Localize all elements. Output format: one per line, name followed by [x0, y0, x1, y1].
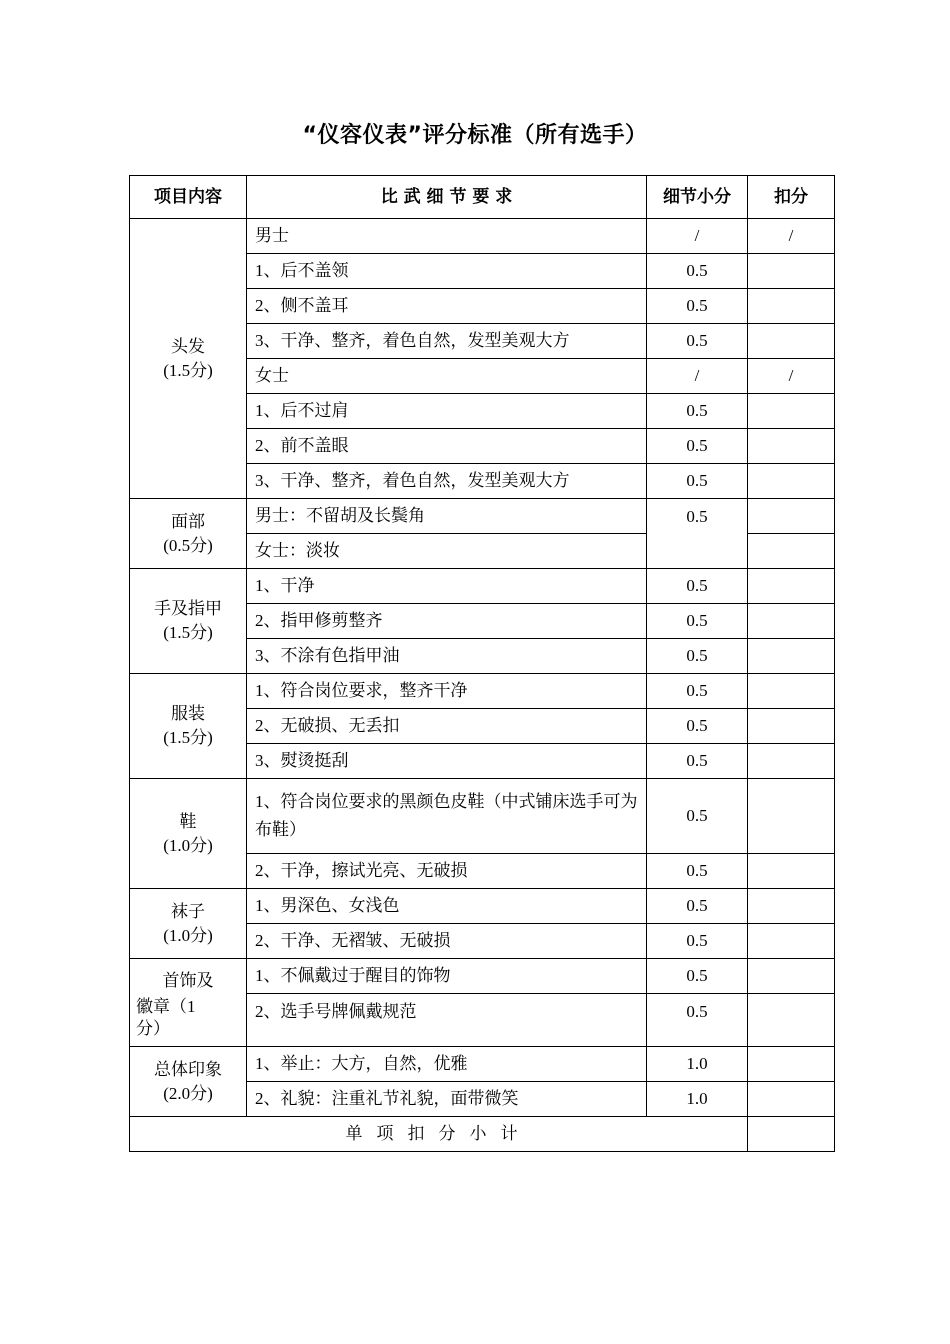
detail-score: 0.5: [647, 639, 748, 674]
category-name: 头发: [171, 336, 205, 357]
deduction-cell[interactable]: [748, 959, 835, 994]
requirement-cell: 女士：淡妆: [247, 534, 647, 569]
detail-score: 0.5: [647, 889, 748, 924]
requirement-cell: 2、干净，擦试光亮、无破损: [247, 854, 647, 889]
detail-score: 0.5: [647, 744, 748, 779]
detail-score: 0.5: [647, 499, 748, 569]
deduction-cell[interactable]: [748, 639, 835, 674]
header-requirement: 比 武 细 节 要 求: [247, 176, 647, 219]
category-name: 总体印象: [154, 1059, 222, 1080]
table-header-row: [130, 176, 835, 219]
deduction-cell[interactable]: [748, 1082, 835, 1117]
deduction-cell[interactable]: [748, 854, 835, 889]
deduction-cell[interactable]: [748, 254, 835, 289]
requirement-cell: 2、侧不盖耳: [247, 289, 647, 324]
category-hands: [130, 569, 247, 674]
category-name: 鞋: [179, 811, 197, 832]
category-points: (2.0分): [163, 1083, 213, 1103]
category-impression: [130, 1047, 247, 1117]
table-row: [130, 499, 835, 534]
deduction-cell[interactable]: [748, 569, 835, 604]
category-face: [130, 499, 247, 569]
category-points: (0.5分): [163, 535, 213, 555]
detail-score: 0.5: [647, 854, 748, 889]
deduction-cell[interactable]: [748, 499, 835, 534]
requirement-cell: 3、熨烫挺刮: [247, 744, 647, 779]
table-row: [130, 779, 835, 854]
requirement-cell: 2、选手号牌佩戴规范: [247, 994, 647, 1047]
table-row: [130, 889, 835, 924]
category-jewelry: [130, 959, 247, 1047]
detail-score: 1.0: [647, 1047, 748, 1082]
detail-score: 0.5: [647, 674, 748, 709]
header-category: 项目内容: [130, 176, 247, 219]
header-detail-score: 细节小分: [647, 176, 748, 219]
deduction-cell[interactable]: [748, 289, 835, 324]
detail-score: 0.5: [647, 994, 748, 1047]
deduction-cell[interactable]: [748, 994, 835, 1047]
subtotal-value-cell[interactable]: [748, 1117, 835, 1152]
scoring-table: [129, 175, 835, 1152]
subtotal-label: 单项扣分小计: [130, 1117, 748, 1152]
table-row: [130, 959, 835, 994]
requirement-cell: 2、礼貌：注重礼节礼貌，面带微笑: [247, 1082, 647, 1117]
category-name-line1: 首饰及: [162, 970, 214, 991]
detail-score: 0.5: [647, 709, 748, 744]
detail-score: 0.5: [647, 289, 748, 324]
detail-score: 1.0: [647, 1082, 748, 1117]
deduction-cell[interactable]: [748, 889, 835, 924]
header-deduction: 扣分: [748, 176, 835, 219]
category-socks: [130, 889, 247, 959]
deduction-cell[interactable]: [748, 429, 835, 464]
deduction-cell: /: [748, 219, 835, 254]
page-title: “仪容仪表”评分标准（所有选手）: [302, 123, 648, 148]
requirement-cell: 1、举止：大方，自然，优雅: [247, 1047, 647, 1082]
detail-score: 0.5: [647, 254, 748, 289]
requirement-cell: 2、干净、无褶皱、无破损: [247, 924, 647, 959]
detail-score: 0.5: [647, 464, 748, 499]
deduction-cell[interactable]: [748, 924, 835, 959]
detail-score: 0.5: [647, 569, 748, 604]
requirement-cell: 1、符合岗位要求的黑颜色皮鞋（中式铺床选手可为布鞋）: [247, 779, 647, 854]
deduction-cell[interactable]: [748, 534, 835, 569]
category-points: (1.5分): [163, 728, 213, 747]
requirement-cell: 1、后不盖领: [247, 254, 647, 289]
table-row: [130, 219, 835, 254]
detail-score: 0.5: [647, 604, 748, 639]
deduction-cell[interactable]: [748, 709, 835, 744]
category-points: (1.0分): [163, 925, 213, 945]
requirement-cell: 1、不佩戴过于醒目的饰物: [247, 959, 647, 994]
subtotal-row: [130, 1117, 835, 1152]
requirement-cell: 1、后不过肩: [247, 394, 647, 429]
category-name: 手及指甲: [154, 599, 222, 619]
requirement-cell: 女士: [247, 359, 647, 394]
table-row: [130, 674, 835, 709]
detail-score: 0.5: [647, 924, 748, 959]
detail-score: /: [647, 359, 748, 394]
deduction-cell[interactable]: [748, 779, 835, 854]
category-points: (1.0分): [163, 835, 213, 855]
category-hair: [130, 219, 247, 499]
deduction-cell[interactable]: [748, 394, 835, 429]
category-shoes: [130, 779, 247, 889]
category-name: 服装: [171, 704, 205, 724]
category-points: (1.5分): [163, 360, 213, 380]
requirement-cell: 3、不涂有色指甲油: [247, 639, 647, 674]
requirement-cell: 3、干净、整齐，着色自然，发型美观大方: [247, 324, 647, 359]
deduction-cell: /: [748, 359, 835, 394]
deduction-cell[interactable]: [748, 744, 835, 779]
requirement-cell: 1、符合岗位要求，整齐干净: [247, 674, 647, 709]
table-row: [130, 569, 835, 604]
table-row: [130, 1047, 835, 1082]
deduction-cell[interactable]: [748, 324, 835, 359]
requirement-cell: 3、干净、整齐，着色自然，发型美观大方: [247, 464, 647, 499]
deduction-cell[interactable]: [748, 1047, 835, 1082]
detail-score: 0.5: [647, 324, 748, 359]
category-name: 袜子: [171, 901, 205, 922]
category-name-line2: 徽章（1 分）: [136, 996, 196, 1039]
requirement-cell: 2、无破损、无丢扣: [247, 709, 647, 744]
category-points: (1.5分): [163, 623, 213, 642]
detail-score: /: [647, 219, 748, 254]
category-name: 面部: [171, 511, 205, 532]
category-clothing: [130, 674, 247, 779]
requirement-cell: 1、男深色、女浅色: [247, 889, 647, 924]
detail-score: 0.5: [647, 779, 748, 854]
deduction-cell[interactable]: [748, 674, 835, 709]
detail-score: 0.5: [647, 959, 748, 994]
requirement-cell: 男士: [247, 219, 647, 254]
requirement-cell: 1、干净: [247, 569, 647, 604]
requirement-cell: 2、指甲修剪整齐: [247, 604, 647, 639]
requirement-cell: 男士：不留胡及长鬓角: [247, 499, 647, 534]
detail-score: 0.5: [647, 429, 748, 464]
deduction-cell[interactable]: [748, 604, 835, 639]
requirement-cell: 2、前不盖眼: [247, 429, 647, 464]
detail-score: 0.5: [647, 394, 748, 429]
deduction-cell[interactable]: [748, 464, 835, 499]
